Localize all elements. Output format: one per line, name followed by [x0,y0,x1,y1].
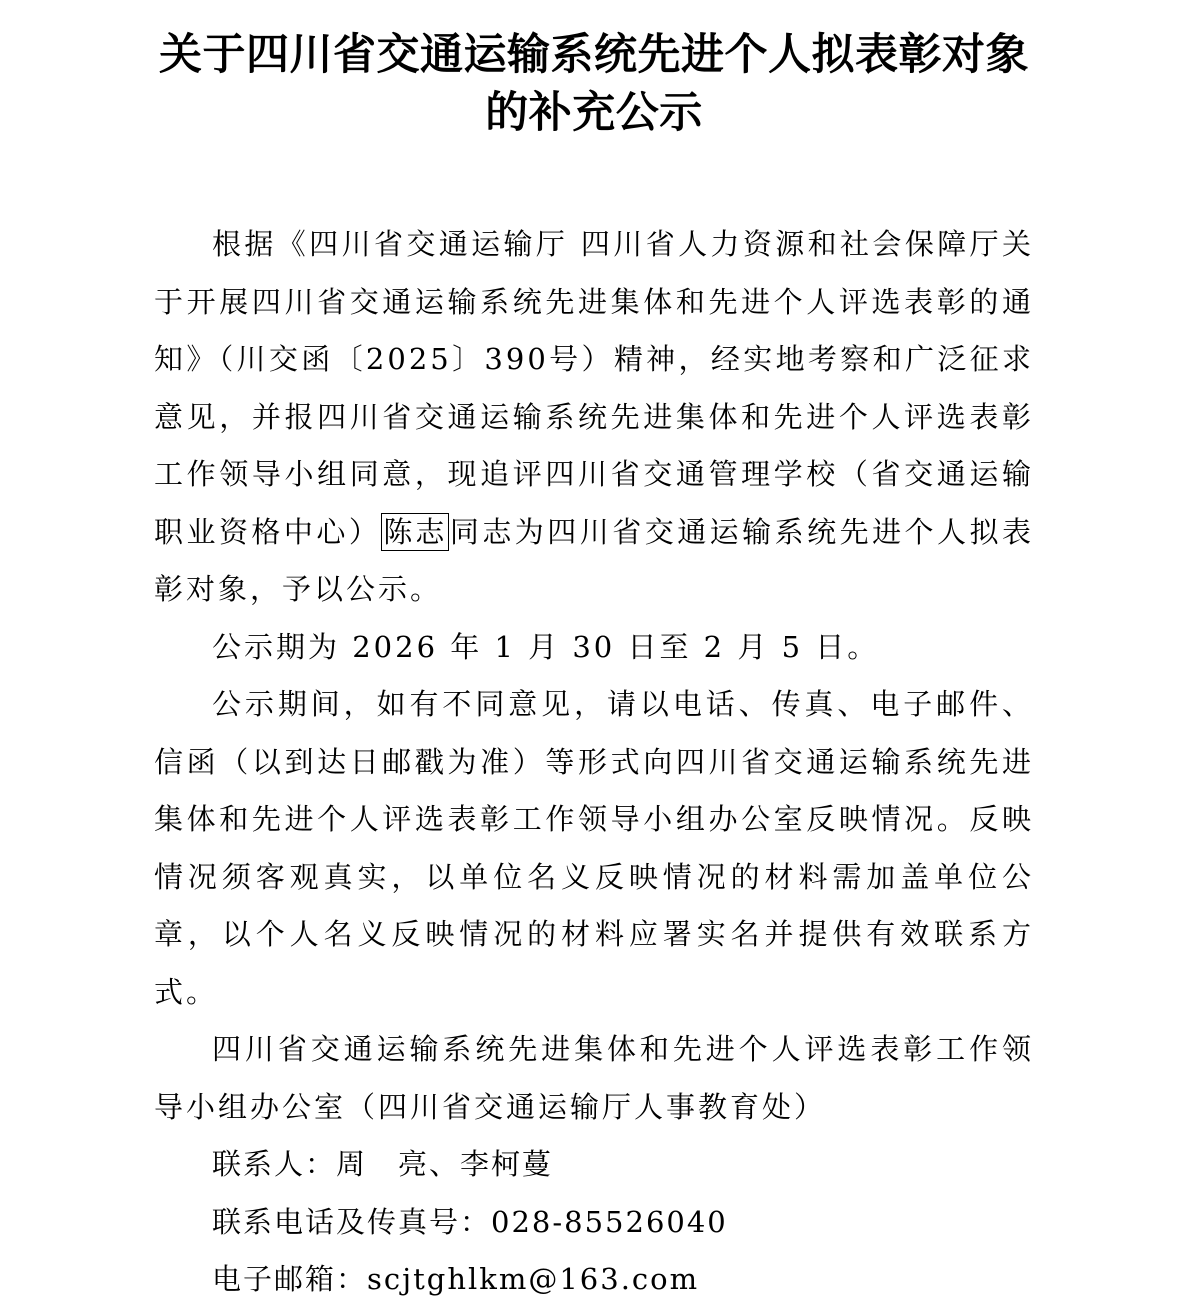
document-page [154,0,1034,1309]
highlighted-name: 陈志 [381,513,449,551]
contact-email: 电子邮箱：scjtghlkm@163.com [212,1262,700,1296]
paragraph-basis-text-end: 同志为四川省交通运输系统先进个人拟表彰对象，予以公示。 [154,514,1034,606]
title-line-2: 的补充公示 [485,88,703,138]
document-title [154,0,1034,142]
paragraph-office: 四川省交通运输系统先进集体和先进个人评选表彰工作领导小组办公室（四川省交通运输厅人事教育处） [154,1032,1034,1124]
title-line-1: 关于四川省交通运输系统先进个人拟表彰对象 [159,30,1029,80]
paragraph-basis [154,216,1034,619]
paragraph-feedback: 公示期间，如有不同意见，请以电话、传真、电子邮件、信函（以到达日邮戳为准）等形式向四川省交通运输系统先进集体和先进个人评选表彰工作领导小组办公室反映情况。反映情况须客观真实，以单位名义反映情况的材料需加盖单位公章，以个人名义反映情况的材料应署实名并提供有效联系方式。 [154,687,1034,1009]
paragraph-period: 公示期为 2026 年 1 月 30 日至 2 月 5 日。 [212,629,880,664]
contact-person: 联系人：周 亮、李柯蔓 [212,1147,554,1181]
contact-phone: 联系电话及传真号：028-85526040 [212,1204,728,1239]
paragraph-basis-text: 根据《四川省交通运输厅 四川省人力资源和社会保障厅关于开展四川省交通运输系统先进集体和先进个人评选表彰的通知》（川交函〔2025〕390号）精神，经实地考察和广泛征求意见，并报四川省交通运输系统先进集体和先进个人评选表彰工作领导小组同意，现追评四川省交通管理学校（省交通运输职业资格中心） [154,227,1034,549]
document-body [154,216,1034,1309]
